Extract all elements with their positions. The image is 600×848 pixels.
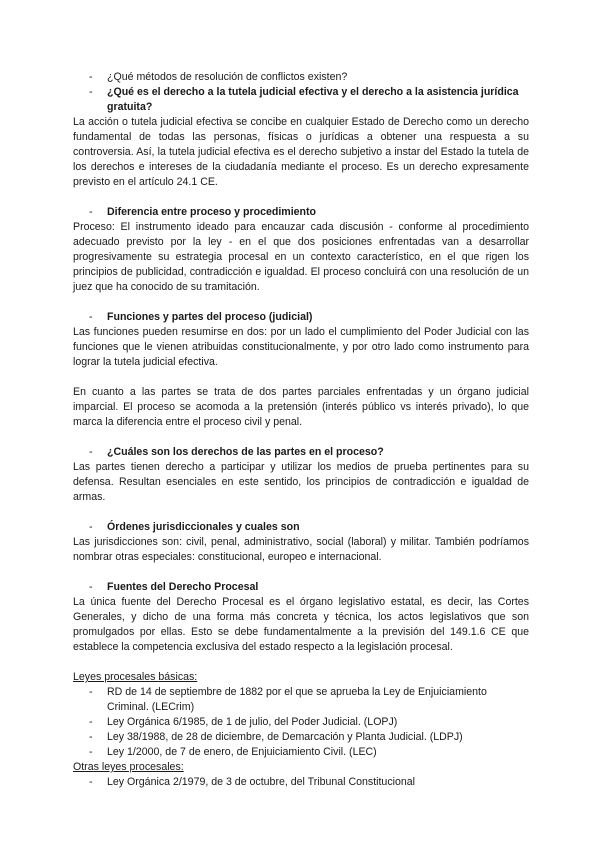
section-heading [73,580,529,595]
question-item [73,70,529,85]
list-item [73,745,529,760]
paragraph-tutela: La acción o tutela judicial efectiva se concibe en cualquier Estado de Derecho como un derecho fundamental de todas las personas, físicas o jurídicas a obtener una respuesta a su controversia. Así, la tutela judicial efectiva es el derecho subjetivo a instar del Estado la tutela de los derechos e intereses de la ciudadanía mediante el proceso. Es un derecho expresamente previsto en el artículo 24.1 CE. [73,116,529,188]
bullet-dash: - [89,746,93,758]
bullet-dash: - [89,731,93,743]
paragraph-ordenes: Las jurisdicciones son: civil, penal, administrativo, social (laboral) y militar. También podríamos nombrar otras especiales: constitucional, europeo e internacional. [73,536,529,563]
section-heading [73,445,529,460]
section-heading [73,520,529,535]
question-text: ¿Qué métodos de resolución de conflictos existen? [107,71,348,83]
bullet-dash: - [89,776,93,788]
bullet-dash: - [89,716,93,728]
heading-text: Diferencia entre proceso y procedimiento [107,206,316,218]
otras-leyes-list [73,775,529,790]
bullet-dash: - [89,311,93,323]
question-heading: ¿Qué es el derecho a la tutela judicial efectiva y el derecho a la asistencia jurídica gratuita? [107,86,519,113]
leyes-basicas-title: Leyes procesales básicas: [73,671,198,683]
list-item-text: Ley Orgánica 2/1979, de 3 de octubre, del Tribunal Constitucional [107,776,416,788]
section-heading [73,205,529,220]
heading-text: Fuentes del Derecho Procesal [107,581,259,593]
leyes-basicas-list [73,685,529,760]
bullet-dash: - [89,581,93,593]
section-heading [73,310,529,325]
paragraph-funciones: Las funciones pueden resumirse en dos: por un lado el cumplimiento del Poder Judicial con las funciones que le vienen atribuidas constitucionalmente, y por otro lado como instrumento para lograr la tutela judicial efectiva. [73,326,529,368]
document-page [73,70,529,790]
heading-text: Funciones y partes del proceso (judicial) [107,311,313,323]
bullet-dash: - [89,206,93,218]
list-item [73,685,529,715]
heading-text: Órdenes jurisdiccionales y cuales son [107,521,300,533]
list-item [73,730,529,745]
paragraph-derechos: Las partes tienen derecho a participar y utilizar los medios de prueba pertinentes para su defensa. Resultan esenciales en este sentido, los principios de contradicción e igualdad de armas. [73,461,529,503]
bullet-dash: - [89,521,93,533]
heading-text: ¿Cuáles son los derechos de las partes en el proceso? [107,446,384,458]
bullet-dash: - [89,86,93,98]
otras-leyes-title: Otras leyes procesales: [73,761,184,773]
question-item [73,85,529,115]
list-item-text: RD de 14 de septiembre de 1882 por el que se aprueba la Ley de Enjuiciamiento Criminal. (LECrim) [107,686,487,713]
list-item-text: Ley Orgánica 6/1985, de 1 de julio, del Poder Judicial. (LOPJ) [107,716,398,728]
bullet-dash: - [89,686,93,698]
paragraph-fuentes: La única fuente del Derecho Procesal es el órgano legislativo estatal, es decir, las Cortes Generales, y dicho de una forma más concreta y técnica, los actos legislativos que son promulgados por ellas. Esto se debe fundamentalmente a la previsión del 149.1.6 CE que establece la competencia exclusiva del estado respecto a la legislación procesal. [73,596,529,653]
list-item-text: Ley 38/1988, de 28 de diciembre, de Demarcación y Planta Judicial. (LDPJ) [107,731,463,743]
paragraph-proceso: Proceso: El instrumento ideado para encauzar cada discusión - conforme al procedimiento adecuado previsto por la ley - en el que dos posiciones enfrentadas van a desarrollar progresivamente su estrategia procesal en un contexto característico, en el que rigen los principios de publicidad, contradicción e igualdad. El proceso concluirá con una resolución de un juez que ha conocido de su tramitación. [73,221,529,293]
paragraph-partes: En cuanto a las partes se trata de dos partes parciales enfrentadas y un órgano judicial imparcial. El proceso se acomoda a la pretensión (interés público vs interés privado), lo que marca la diferencia entre el proceso civil y penal. [73,386,529,428]
list-item [73,715,529,730]
bullet-dash: - [89,446,93,458]
bullet-dash: - [89,71,93,83]
list-item-text: Ley 1/2000, de 7 de enero, de Enjuiciamiento Civil. (LEC) [107,746,377,758]
list-item [73,775,529,790]
